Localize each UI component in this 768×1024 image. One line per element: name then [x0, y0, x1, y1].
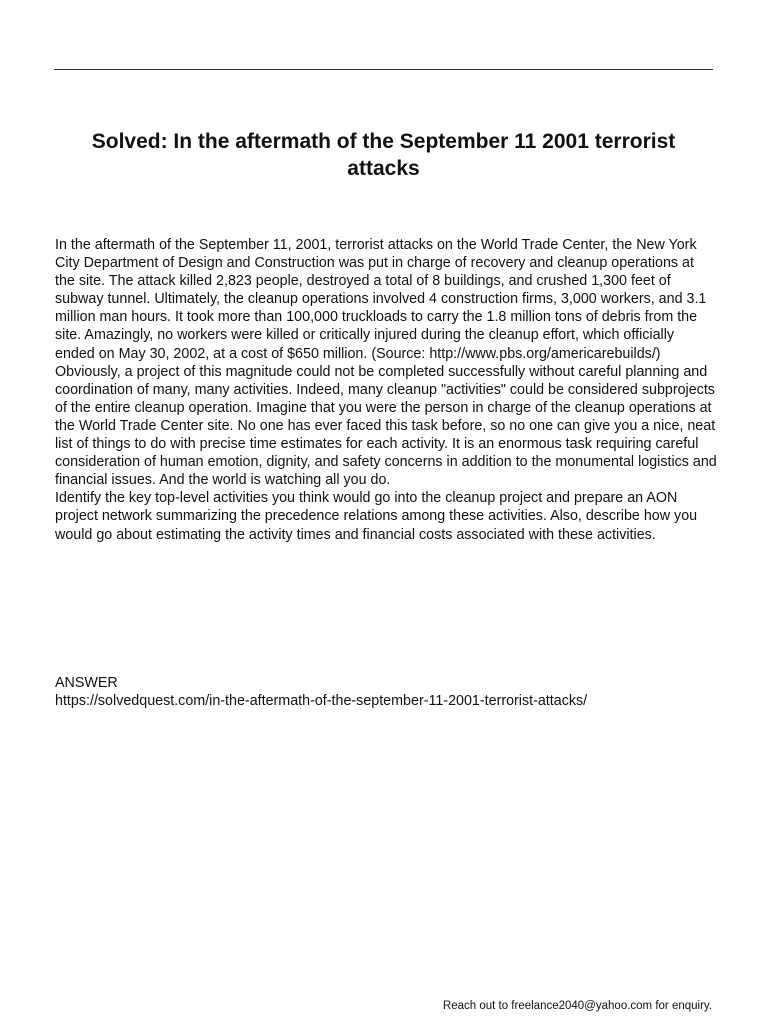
paragraph-task: Identify the key top-level activities you think would go into the cleanup project and prepare an AON project network summarizing the precedence relations among these activities. Also, describe how you would go about estimating the activity times and financial costs associated with these activities.: [55, 490, 698, 543]
question-body: [55, 236, 717, 544]
paragraph-scenario: Obviously, a project of this magnitude could not be completed successfully without careful planning and coordination of many, many activities. Indeed, many cleanup "activities" could be considered subprojects of the entire cleanup operation. Imagine that you were the person in charge of the cleanup operations at the World Trade Center site. No one has ever faced this task before, so no one can give you a nice, neat list of things to do with precise time estimates for each activity. It is an enormous task requiring careful consideration of human emotion, dignity, and safety concerns in addition to the monumental logistics and financial issues. And the world is watching all you do.: [55, 363, 717, 489]
top-divider: [54, 69, 713, 70]
footer-contact: Reach out to freelance2040@yahoo.com for enquiry.: [442, 1000, 712, 1012]
document-title: Solved: In the aftermath of the September 11 2001 terrorist attacks: [91, 130, 676, 180]
answer-link[interactable]: https://solvedquest.com/in-the-aftermath-of-the-september-11-2001-terrorist-attacks/: [55, 693, 588, 710]
paragraph-context: In the aftermath of the September 11, 2001, terrorist attacks on the World Trade Center, the New York City Department of Design and Construction was put in charge of recovery and cleanup operations at the site. The attack killed 2,823 people, destroyed a total of 8 buildings, and crushed 1,300 feet of subway tunnel. Ultimately, the cleanup operations involved 4 construction firms, 3,000 workers, and 3.1 million man hours. It took more than 100,000 truckloads to carry the 1.8 million tons of debris from the site. Amazingly, no workers were killed or critically injured during the cleanup effort, which officially ended on May 30, 2002, at a cost of $650 million. (Source: http://www.pbs.org/americarebuilds/): [55, 237, 707, 362]
answer-label: ANSWER: [55, 675, 118, 691]
answer-section: [55, 674, 717, 710]
